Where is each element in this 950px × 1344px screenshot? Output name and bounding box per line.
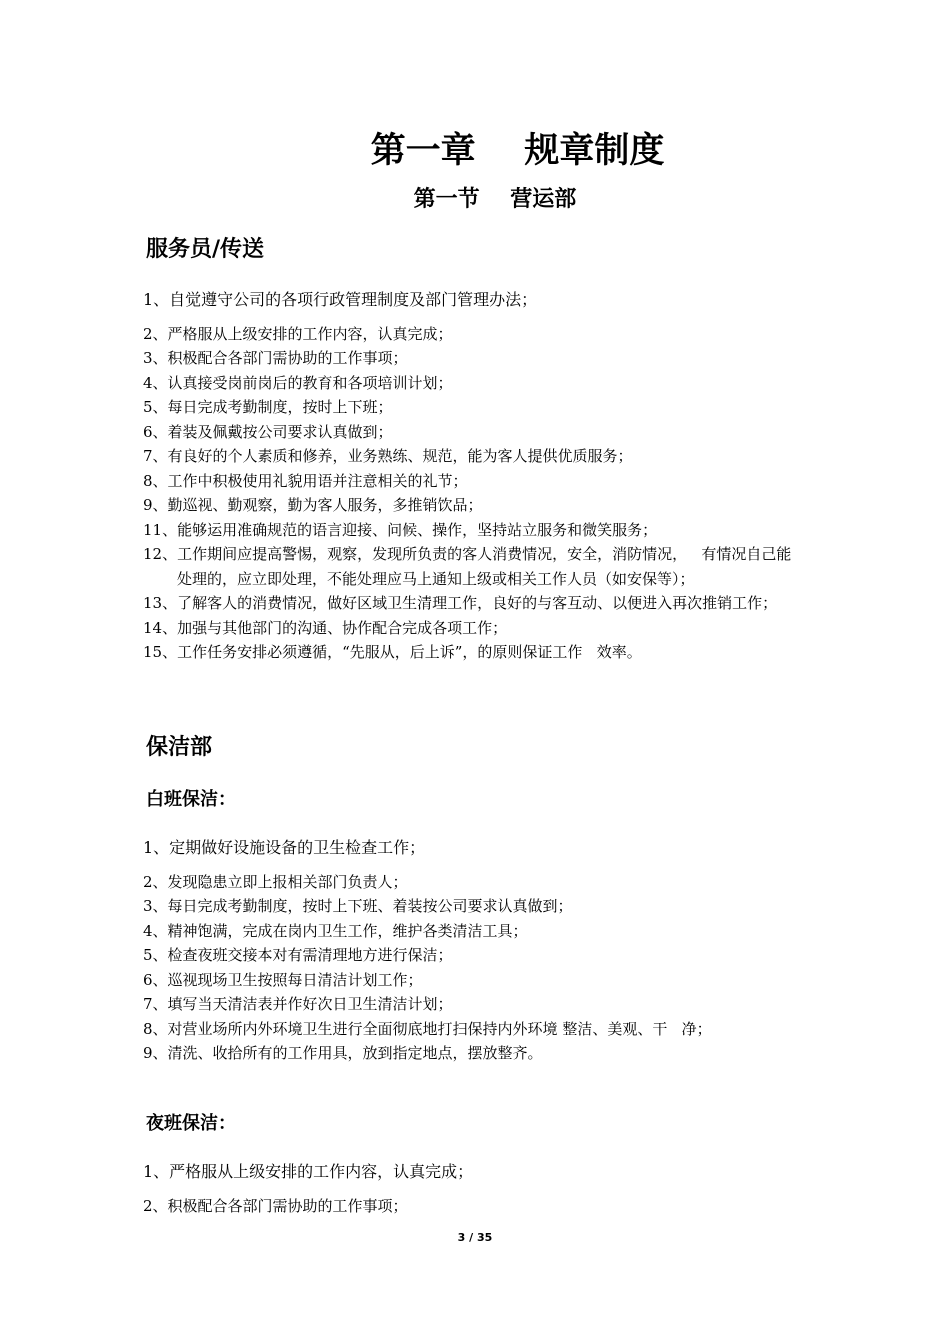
night-cleaning-heading: 夜班保洁： [146,1113,236,1134]
list-item: 4、精神饱满，完成在岗内卫生工作，维护各类清洁工具； [143,921,528,940]
section-title: 第一节 营运部 [413,187,577,212]
list-item: 8、工作中积极使用礼貌用语并注意相关的礼节； [143,471,468,490]
day-cleaning-heading: 白班保洁： [146,789,236,810]
list-item: 2、发现隐患立即上报相关部门负责人； [143,872,408,891]
page-number: 3 / 35 [457,1231,493,1244]
chapter-title: 第一章 规章制度 [370,131,665,171]
cleaning-heading: 保洁部 [146,735,213,760]
list-item: 4、认真接受岗前岗后的教育和各项培训计划； [143,373,453,392]
list-item: 14、加强与其他部门的沟通、协作配合完成各项工作； [143,618,508,637]
list-item: 1、自觉遵守公司的各项行政管理制度及部门管理办法； [143,290,538,309]
night-cleaning-list [143,1160,803,1218]
list-item: 6、巡视现场卫生按照每日清洁计划工作； [143,970,423,989]
list-item: 7、填写当天清洁表并作好次日卫生清洁计划； [143,995,453,1013]
list-item: 9、清洗、收拾所有的工作用具，放到指定地点，摆放整齐。 [143,1044,543,1062]
list-item: 1、严格服从上级安排的工作内容，认真完成； [143,1162,474,1181]
list-item: 2、积极配合各部门需协助的工作事项； [143,1196,408,1215]
day-cleaning-list [143,836,803,1066]
list-item: 5、每日完成考勤制度，按时上下班； [143,398,393,416]
list-item: 5、检查夜班交接本对有需清理地方进行保洁； [143,946,453,964]
list-item: 11、能够运用准确规范的语言迎接、问候、操作，坚持站立服务和微笑服务； [143,520,658,539]
list-item: 7、有良好的个人素质和修养，业务熟练、规范，能为客人提供优质服务； [143,447,633,465]
waiter-heading: 服务员/传送 [146,237,265,262]
waiter-duties-list [143,288,803,665]
list-item: 15、工作任务安排必须遵循，“先服从，后上诉”，的原则保证工作 效率。 [143,643,642,661]
list-item: 13、了解客人的消费情况，做好区域卫生清理工作，良好的与客互动、以便进入再次推销工作； [143,594,778,612]
list-item: 3、积极配合各部门需协助的工作事项； [143,349,408,367]
list-item: 12、工作期间应提高警惕，观察，发现所负责的客人消费情况，安全，消防情况， 有情况自己能处理的，应立即处理，不能处理应马上通知上级或相关工作人员（如安保等）； [143,545,792,588]
list-item: 2、严格服从上级安排的工作内容，认真完成； [143,324,453,343]
list-item: 3、每日完成考勤制度，按时上下班、着装按公司要求认真做到； [143,897,573,915]
list-item: 6、着装及佩戴按公司要求认真做到； [143,422,393,441]
list-item: 8、对营业场所内外环境卫生进行全面彻底地打扫保持内外环境 整洁、美观、干 净； [143,1019,712,1038]
list-item: 9、勤巡视、勤观察，勤为客人服务，多推销饮品； [143,496,483,514]
list-item: 1、定期做好设施设备的卫生检查工作； [143,838,426,857]
